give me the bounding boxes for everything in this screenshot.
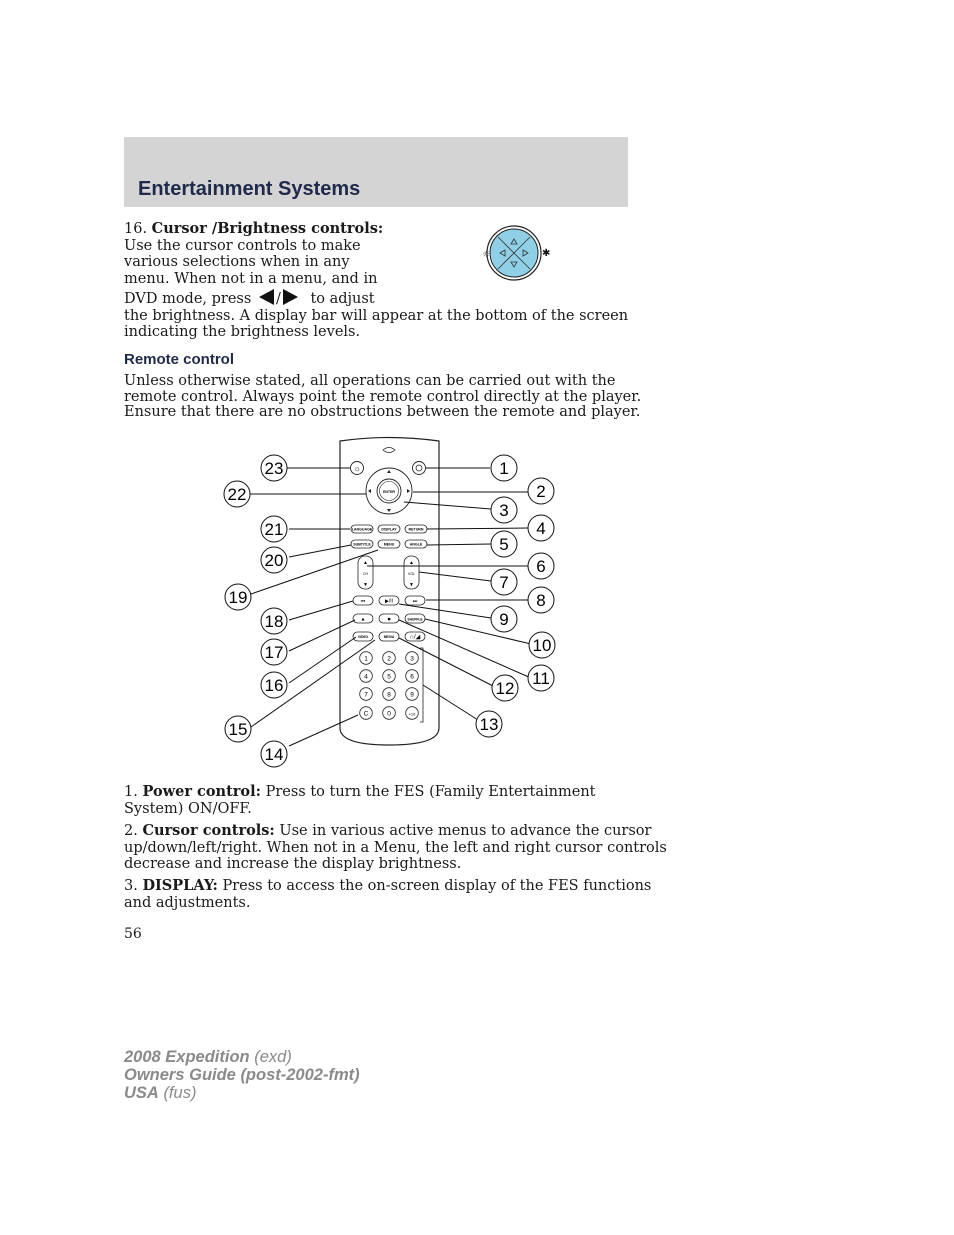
text-line: System) ON/OFF. bbox=[124, 800, 252, 817]
keypad-label: C bbox=[363, 710, 369, 718]
callout-number: 4 bbox=[536, 519, 546, 538]
svg-text:✱: ✱ bbox=[542, 248, 551, 259]
callout-number: 6 bbox=[536, 557, 546, 576]
subtitle-label: SUBTITLE bbox=[353, 542, 371, 547]
item-label: Power control: bbox=[142, 783, 261, 800]
left-arrow-icon bbox=[259, 289, 274, 305]
section-title: Entertainment Systems bbox=[138, 178, 361, 200]
vol-label: VOL bbox=[407, 572, 416, 576]
text-line: remote control. Always point the remote control directly at the player. bbox=[124, 388, 642, 405]
footer bbox=[124, 1048, 360, 1102]
text-line: to adjust bbox=[310, 291, 375, 307]
text-line: Press to access the on-screen display of the FES functions bbox=[222, 878, 652, 894]
callout-number: 18 bbox=[264, 612, 284, 631]
headphone-icon: ∩/◢ bbox=[409, 634, 421, 641]
text-line: up/down/left/right. When not in a Menu, the left and right cursor controls bbox=[124, 839, 667, 856]
page-number: 56 bbox=[124, 926, 142, 942]
keypad-label: 8 bbox=[387, 691, 391, 699]
footer-model: 2008 Expedition bbox=[124, 1048, 250, 1066]
callout-number: 22 bbox=[227, 485, 247, 504]
keypad-label: 2 bbox=[387, 655, 391, 663]
display-label: DISPLAY bbox=[381, 527, 397, 532]
remote-intro bbox=[124, 373, 641, 421]
item-3-text bbox=[124, 878, 651, 911]
cursor-control-icon bbox=[476, 222, 552, 284]
angle-label: ANGLE bbox=[409, 542, 423, 547]
callout-number: 14 bbox=[264, 745, 284, 764]
text-line: menu. When not in a menu, and in bbox=[124, 270, 378, 287]
language-label: LANGUAGE bbox=[351, 527, 373, 532]
ch-up-icon: ▲ bbox=[363, 560, 368, 566]
callout-number: 2 bbox=[536, 482, 546, 501]
callout-number: 23 bbox=[264, 459, 284, 478]
separator: / bbox=[275, 291, 281, 307]
eject-icon: ▲ bbox=[360, 616, 366, 623]
callout-number: 3 bbox=[499, 501, 509, 520]
callout-number: 12 bbox=[495, 679, 515, 698]
item-label: Cursor controls: bbox=[142, 822, 275, 839]
item-number: 16. bbox=[124, 221, 148, 237]
callout-number: 15 bbox=[228, 720, 248, 739]
footer-code: (exd) bbox=[254, 1048, 292, 1066]
keypad-label: +10 bbox=[408, 711, 416, 717]
svg-text:☼: ☼ bbox=[482, 250, 491, 260]
callout-number: 11 bbox=[532, 669, 550, 688]
callout-number: 20 bbox=[264, 551, 284, 570]
item-label: DISPLAY: bbox=[142, 877, 218, 894]
right-arrow-icon bbox=[283, 289, 298, 305]
callout-number: 1 bbox=[499, 459, 509, 478]
callout-number: 9 bbox=[499, 610, 509, 629]
callout-number: 19 bbox=[228, 588, 248, 607]
play-pause-icon: ▶/II bbox=[384, 598, 394, 605]
vol-down-icon: ▼ bbox=[409, 582, 414, 588]
callout-number: 5 bbox=[499, 535, 509, 554]
footer-region-code: (fus) bbox=[163, 1084, 197, 1102]
remote-control-diagram bbox=[220, 434, 552, 770]
text-line: Press to turn the FES (Family Entertainment bbox=[265, 784, 596, 800]
text-line: decrease and increase the display brightness. bbox=[124, 856, 462, 872]
callout-number: 16 bbox=[264, 676, 284, 695]
item-2-text bbox=[124, 823, 667, 873]
keypad-label: 9 bbox=[410, 691, 414, 699]
return-label: RETURN bbox=[408, 527, 424, 532]
callout-number: 10 bbox=[532, 636, 552, 655]
item-number: 2. bbox=[124, 823, 138, 839]
ch-label: CH bbox=[362, 572, 369, 576]
keypad-label: 5 bbox=[387, 673, 391, 681]
ch-down-icon: ▼ bbox=[363, 582, 368, 588]
vol-up-icon: ▲ bbox=[409, 560, 414, 566]
text-line: Unless otherwise stated, all operations can be carried out with the bbox=[124, 373, 616, 389]
previous-icon: ⏮ bbox=[360, 598, 366, 605]
keypad-label: 0 bbox=[387, 710, 391, 718]
keypad-label: 3 bbox=[410, 655, 414, 663]
footer-guide: Owners Guide (post-2002-fmt) bbox=[124, 1066, 360, 1084]
text-line: indicating the brightness levels. bbox=[124, 324, 361, 340]
item-number: 1. bbox=[124, 784, 138, 800]
callout-number: 7 bbox=[499, 573, 509, 592]
keypad-label: 6 bbox=[410, 673, 414, 681]
power-button bbox=[413, 462, 426, 475]
stop-icon: ■ bbox=[387, 616, 391, 623]
shuffle-label: SHUFFLE bbox=[407, 617, 423, 622]
next-icon: ⏭ bbox=[412, 598, 418, 605]
item-16-text bbox=[124, 221, 628, 341]
menu-label: MENU bbox=[383, 542, 395, 547]
sun-icon: ☼ bbox=[353, 464, 361, 473]
footer-region: USA bbox=[124, 1084, 159, 1102]
callout-number: 13 bbox=[479, 715, 499, 734]
callout-number: 17 bbox=[264, 643, 284, 662]
subheading: Remote control bbox=[124, 351, 235, 368]
keypad-label: 4 bbox=[364, 673, 368, 681]
callout-number: 21 bbox=[264, 520, 284, 539]
video-label: VIDEO bbox=[357, 635, 369, 639]
text-line: Use in various active menus to advance the cursor bbox=[279, 823, 652, 839]
enter-label: ENTER bbox=[383, 490, 395, 494]
text-line: and adjustments. bbox=[124, 894, 251, 911]
text-line: DVD mode, press bbox=[124, 291, 252, 307]
text-line: the brightness. A display bar will appear at the bottom of the screen bbox=[124, 307, 629, 324]
item-label: Cursor /Brightness controls: bbox=[151, 220, 384, 237]
keypad-label: 1 bbox=[364, 655, 368, 663]
text-line: Ensure that there are no obstructions between the remote and player. bbox=[124, 404, 641, 420]
media-label: MEDIA bbox=[383, 635, 395, 639]
item-1-text bbox=[124, 784, 596, 817]
callout-number: 8 bbox=[536, 591, 546, 610]
keypad-label: 7 bbox=[364, 691, 368, 699]
item-number: 3. bbox=[124, 878, 138, 894]
text-line: Use the cursor controls to make bbox=[124, 237, 361, 254]
text-line: various selections when in any bbox=[124, 254, 350, 270]
